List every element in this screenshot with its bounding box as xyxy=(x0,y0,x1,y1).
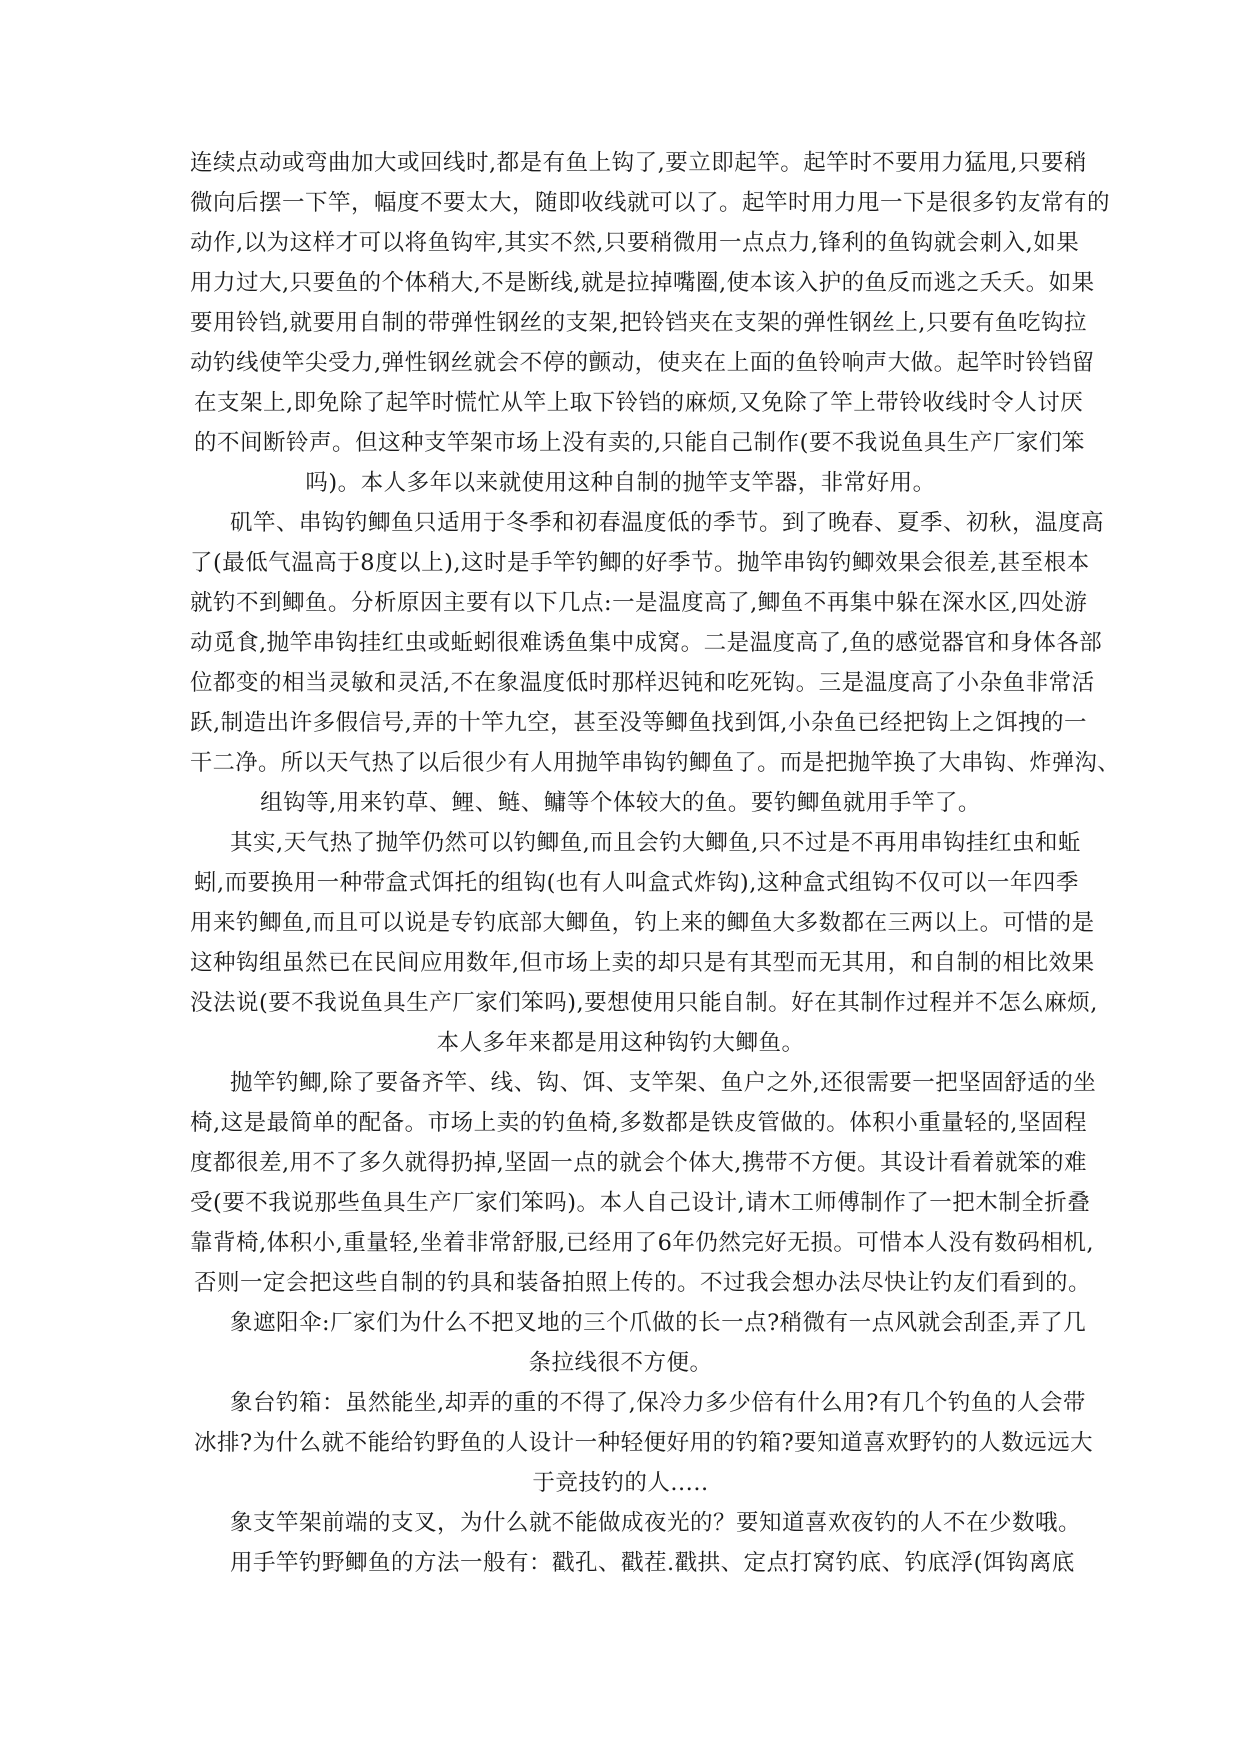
paragraph-first-line: 用手竿钓野鲫鱼的方法一般有：戳孔、戳茬.戳拱、定点打窝钓底、钓底浮(饵钩离底 xyxy=(230,1550,1075,1576)
text-line: 靠背椅,体积小,重量轻,坐着非常舒服,已经用了6年仍然完好无损。可惜本人没有数码相机, xyxy=(190,1230,1095,1256)
text-line: 干二净。所以天气热了以后很少有人用抛竿串钩钓鲫鱼了。而是把抛竿换了大串钩、炸弹沟、 xyxy=(190,750,1121,776)
text-line: 要用铃铛,就要用自制的带弹性钢丝的支架,把铃铛夹在支架的弹性钢丝上,只要有鱼吃钩拉 xyxy=(190,310,1087,336)
text-line: 本人多年来都是用这种钩钓大鲫鱼。 xyxy=(436,1030,805,1056)
text-line: 在支架上,即免除了起竿时慌忙从竿上取下铃铛的麻烦,又免除了竿上带铃收线时令人讨厌 xyxy=(194,390,1084,416)
text-line: 就钓不到鲫鱼。分析原因主要有以下几点:一是温度高了,鲫鱼不再集中躲在深水区,四处游 xyxy=(190,590,1088,616)
text-line: 位都变的相当灵敏和灵活,不在象温度低时那样迟钝和吃死钩。三是温度高了小杂鱼非常活 xyxy=(190,670,1095,696)
text-line: 条拉线很不方便。 xyxy=(528,1350,713,1376)
text-line: 度都很差,用不了多久就得扔掉,坚固一点的就会个体大,携带不方便。其设计看着就笨的难 xyxy=(190,1150,1087,1176)
text-line: 微向后摆一下竿，幅度不要太大，随即收线就可以了。起竿时用力甩一下是很多钓友常有的 xyxy=(190,190,1111,216)
text-line: 连续点动或弯曲加大或回线时,都是有鱼上钩了,要立即起竿。起竿时不要用力猛甩,只要稍 xyxy=(190,150,1087,176)
text-line: 这种钩组虽然已在民间应用数年,但市场上卖的却只是有其型而无其用，和自制的相比效果 xyxy=(190,950,1095,976)
text-line: 动觅食,抛竿串钩挂红虫或蚯蚓很难诱鱼集中成窝。二是温度高了,鱼的感觉器官和身体各部 xyxy=(190,630,1103,656)
text-line: 动钓线使竿尖受力,弹性钢丝就会不停的颤动，使夹在上面的鱼铃响声大做。起竿时铃铛留 xyxy=(190,350,1095,376)
text-line: 没法说(要不我说鱼具生产厂家们笨吗),要想使用只能自制。好在其制作过程并不怎么麻烦, xyxy=(190,990,1098,1016)
text-line: 用力过大,只要鱼的个体稍大,不是断线,就是拉掉嘴圈,使本该入护的鱼反而逃之夭夭。如果 xyxy=(190,270,1095,296)
paragraph-first-line: 象台钓箱：虽然能坐,却弄的重的不得了,保冷力多少倍有什么用?有几个钓鱼的人会带 xyxy=(230,1390,1086,1416)
text-line: 于竞技钓的人..... xyxy=(532,1470,709,1496)
paragraph-first-line: 矶竿、串钩钓鲫鱼只适用于冬季和初春温度低的季节。到了晚春、夏季、初秋，温度高 xyxy=(230,510,1105,536)
paragraph-first-line: 象支竿架前端的支叉，为什么就不能做成夜光的？要知道喜欢夜钓的人不在少数哦。 xyxy=(230,1510,1082,1536)
text-line: 否则一定会把这些自制的钓具和装备拍照上传的。不过我会想办法尽快让钓友们看到的。 xyxy=(194,1270,1092,1296)
text-line: 动作,以为这样才可以将鱼钩牢,其实不然,只要稍微用一点点力,锋利的鱼钩就会刺入,如果 xyxy=(190,230,1080,256)
text-line: 吗)。本人多年以来就使用这种自制的抛竿支竿器，非常好用。 xyxy=(305,470,936,496)
text-line: 用来钓鲫鱼,而且可以说是专钓底部大鲫鱼，钓上来的鲫鱼大多数都在三两以上。可惜的是 xyxy=(190,910,1095,936)
text-line: 椅,这是最简单的配备。市场上卖的钓鱼椅,多数都是铁皮管做的。体积小重量轻的,坚固程 xyxy=(190,1110,1087,1136)
text-line: 组钩等,用来钓草、鲤、鲢、鳙等个体较大的鱼。要钓鲫鱼就用手竿了。 xyxy=(260,790,981,816)
text-line: 跃,制造出许多假信号,弄的十竿九空，甚至没等鲫鱼找到饵,小杂鱼已经把钩上之饵拽的一 xyxy=(190,710,1087,736)
text-line: 蚓,而要换用一种带盒式饵托的组钩(也有人叫盒式炸钩),这种盒式组钩不仅可以一年四季 xyxy=(194,870,1079,896)
text-line: 的不间断铃声。但这种支竿架市场上没有卖的,只能自己制作(要不我说鱼具生产厂家们笨 xyxy=(194,430,1085,456)
paragraph-first-line: 象遮阳伞:厂家们为什么不把叉地的三个爪做的长一点?稍微有一点风就会刮歪,弄了几 xyxy=(230,1310,1087,1336)
text-line: 冰排?为什么就不能给钓野鱼的人设计一种轻便好用的钓箱?要知道喜欢野钓的人数远远大 xyxy=(194,1430,1094,1456)
paragraph-first-line: 抛竿钓鲫,除了要备齐竿、线、钩、饵、支竿架、鱼户之外,还很需要一把坚固舒适的坐 xyxy=(230,1070,1097,1096)
text-line: 了(最低气温高于8度以上),这时是手竿钓鲫的好季节。抛竿串钩钓鲫效果会很差,甚至根本 xyxy=(190,550,1090,576)
paragraph-first-line: 其实,天气热了抛竿仍然可以钓鲫鱼,而且会钓大鲫鱼,只不过是不再用串钩挂红虫和蚯 xyxy=(230,830,1081,856)
text-line: 受(要不我说那些鱼具生产厂家们笨吗)。本人自己设计,请木工师傅制作了一把木制全折叠 xyxy=(190,1190,1091,1216)
